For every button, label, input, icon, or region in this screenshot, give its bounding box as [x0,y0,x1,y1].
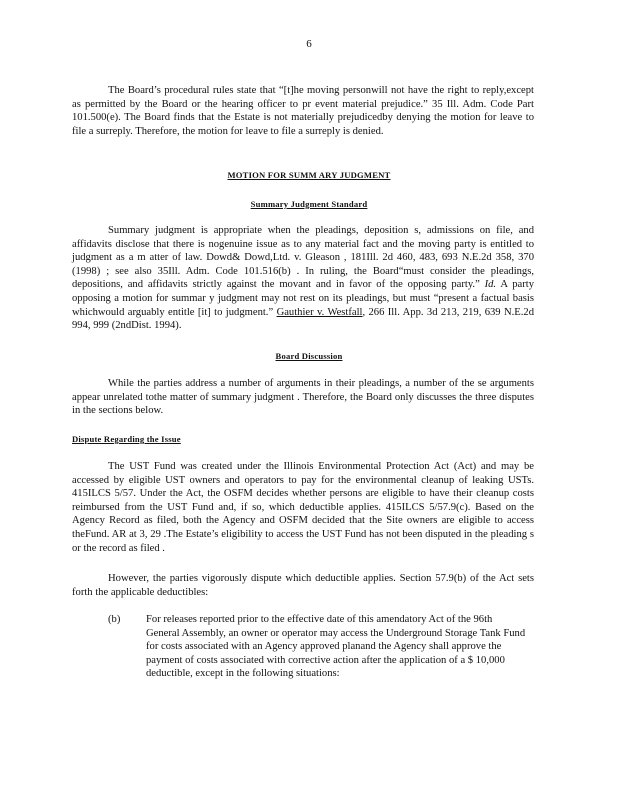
text-segment: Summary judgment is appropriate when the pleadings, deposition s, admissions on file, and affidavits disclose that there is nogenuine issue as to any material fact and the moving party is entitled to judgment as a m atter of law. Dowd& Dowd,Ltd. v. Gleason , 181Ill. 2d 460, 483, 693 N.E.2d 358, 370 (1998) ; see also 35Ill. Adm. Code 101.516(b) . In ruling, the Board“must consider the pleadings, depositions, and affidavits strictly against the movant and in favor of the opposing party.” [72,225,534,291]
paragraph-text: The UST Fund was created under the Illinois Environmental Protection Act (Act) and may be accessed by eligible UST owners and operators to pay for the environmental cleanup of leaking USTs. 415ILCS 5/57. Under the Act, the OSFM decides whether persons are eligible to have their cleanup costs reimbursed from the UST Fund and, if so, which deductible applies. 415ILCS 5/57.9(c). Based on the Agency Record as filed, both the Agency and OSFM decided that the Site owners are eligible to access theFund. AR at 3, 29 .The Estate’s eligibility to access the UST Fund has not been disputed in the pleading s or the record as filed . [72,461,534,554]
paragraph-text: While the parties address a number of arguments in their pleadings, a number of the se arguments appear unrelated tothe matter of summary judgment . Therefore, the Board only discusses the three disputes in the sections below. [72,378,534,417]
case-citation: Gauthier v. Westfall [276,306,363,318]
paragraph-procedural-rules [72,84,534,138]
heading-motion-summary-judgment: MOTION FOR SUMM ARY JUDGMENT [227,170,391,180]
statute-text: For releases reported prior to the effective date of this amendatory Act of the 96th General Assembly, an owner or operator may access the Underground Storage Tank Fund for costs associated with an Agency approved planand the Agency shall approve the payment of costs associated with corrective action after the application of a $ 10,000 deductible, except in the following situations: [146,614,526,680]
citation-id: Id. [484,279,497,291]
paragraph-ust-fund [72,460,534,555]
paragraph-parties-arguments [72,377,534,418]
heading-dispute-regarding-issue: Dispute Regarding the Issue [72,434,181,444]
heading-board-discussion: Board Discussion [275,351,343,361]
paragraph-text [72,224,534,333]
heading-summary-judgment-standard: Summary Judgment Standard [250,199,368,209]
page-number: 6 [306,38,312,50]
statute-quote [108,613,528,681]
text-segment: A party opposing a motion for summar y judgment may not rest on its pleadings, but must “present a factual basis whichwould arguably entitle [it] to judgment.” [72,279,534,318]
paragraph-deductible-dispute [72,572,534,599]
statute-subsection-label: (b) [108,614,121,625]
paragraph-summary-judgment [72,224,534,333]
paragraph-text: However, the parties vigorously dispute which deductible applies. Section 57.9(b) of the Act sets forth the applicable deductibles: [72,573,534,598]
text-segment: , 266 Ill. App. 3d 213, 219, 639 N.E.2d 994, 999 (2ndDist. 1994). [72,306,534,332]
paragraph-text: The Board’s procedural rules state that “[t]he moving personwill not have the right to reply,except as permitted by the Board or the hearing officer to pr event material prejudice.” 35 Ill. Adm. Code Part 101.500(e). The Board finds that the Estate is not materially prejudicedby denying the motion for leave to file a surreply. Therefore, the motion for leave to file a surreply is denied. [72,85,534,137]
